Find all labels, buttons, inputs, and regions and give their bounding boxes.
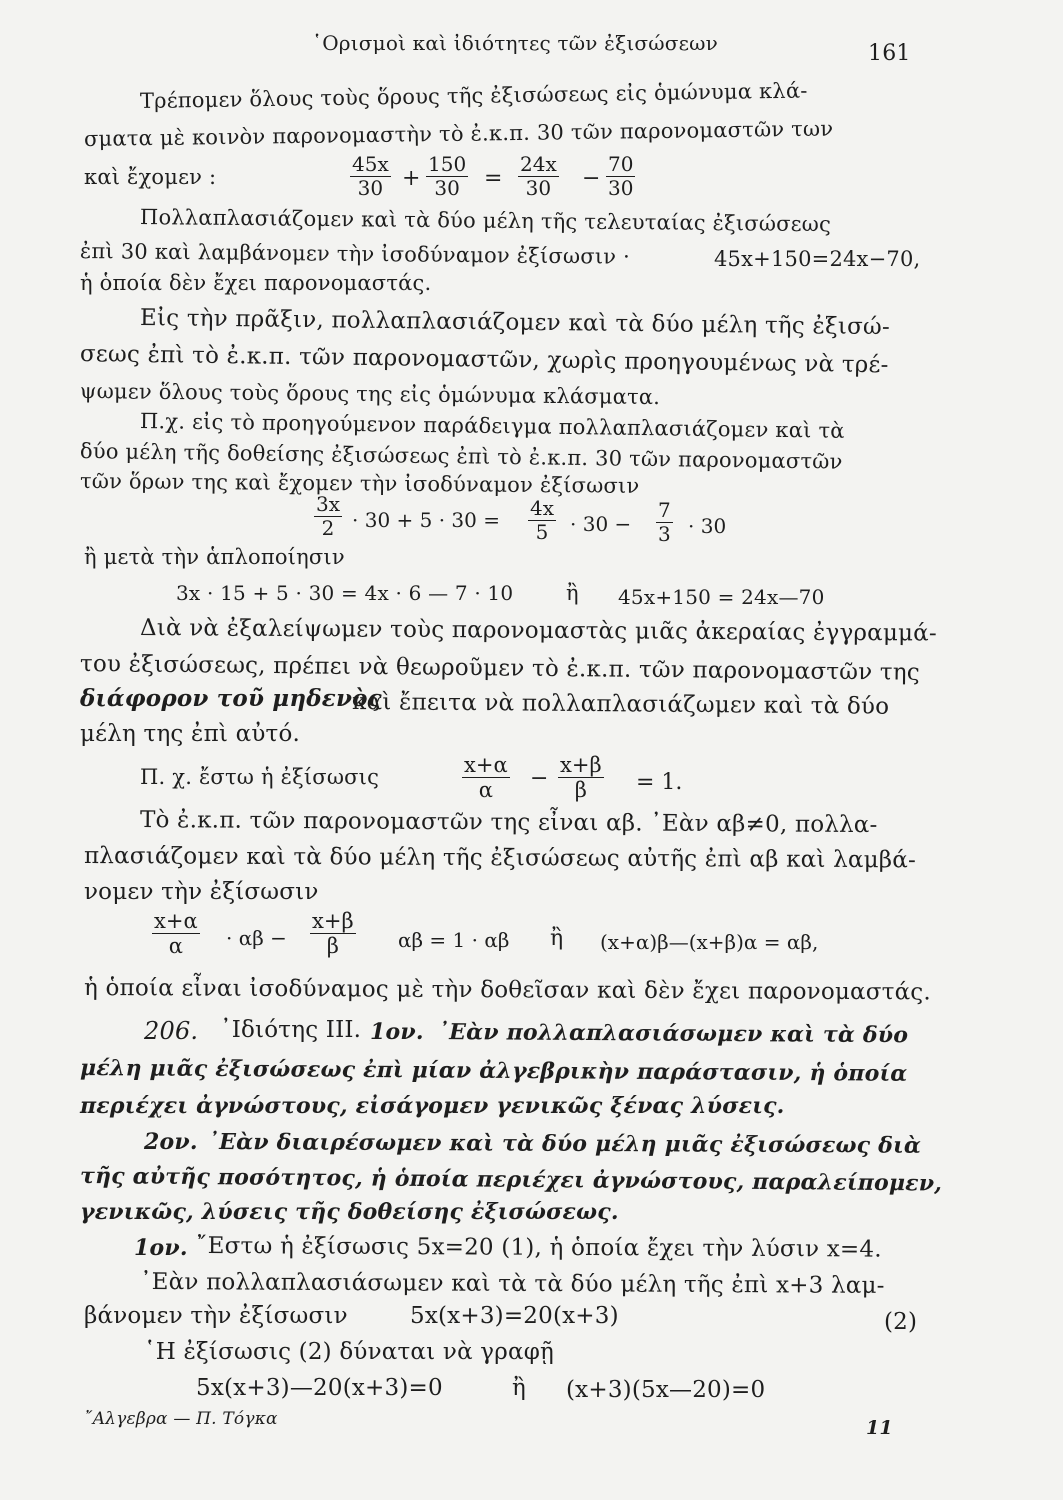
text-line: Διὰ νὰ ἐξαλείψωμεν τοὺς παρονομαστὰς μιᾶς ἀκεραίας ἐγγραμμά- xyxy=(139,615,937,647)
math-inline: ἢ xyxy=(550,926,564,951)
section-label: 1ον. xyxy=(134,1235,188,1261)
fraction: $\frac{7}{3}$ xyxy=(658,498,671,546)
fraction: $\frac{x+\beta}{\beta}$ xyxy=(560,753,602,803)
text-line: Τρέπομεν ὅλους τοὺς ὅρους τῆς ἐξισώσεως εἰς ὁμώνυμα κλά- xyxy=(139,78,808,113)
math-inline: · 30 − xyxy=(570,512,632,536)
text-line: σεως ἐπὶ τὸ ἐ.κ.π. τῶν παρονομαστῶν, χωρὶς προηγουμένως νὰ τρέ- xyxy=(79,341,889,379)
math-inline: 3x · 15 + 5 · 30 = 4x · 6 — 7 · 10 xyxy=(176,581,514,605)
signature-number: 11 xyxy=(866,1417,893,1439)
text-line: ῾Η ἐξίσωσις (2) δύναται νὰ γραφῇ xyxy=(144,1339,554,1365)
emphasis-text: ᾿Εὰν πολλαπλασιάσωμεν καὶ τὰ δύο xyxy=(437,1019,909,1049)
math-inline: (x+α)β—(x+β)α = αβ, xyxy=(600,930,819,954)
fraction: $\frac{x+\alpha}{\alpha}$ xyxy=(154,909,198,959)
text-line: Εἰς τὴν πρᾶξιν, πολλαπλασιάζομεν καὶ τὰ δύο μέλη τῆς ἐξισώ- xyxy=(139,305,891,341)
math-inline: 45x+150 = 24x—70 xyxy=(618,585,825,609)
text-line: βάνομεν τὴν ἐξίσωσιν xyxy=(84,1303,348,1329)
text-line: ἢ μετὰ τὴν ἁπλοποίησιν xyxy=(84,545,345,569)
fraction: $\frac{70}{30}$ xyxy=(608,152,634,200)
math-inline: · αβ − xyxy=(226,926,287,950)
emphasis-text: μέλη μιᾶς ἐξισώσεως ἐπὶ μίαν ἀλγεβρικὴν παράστασιν, ἡ ὁποία xyxy=(79,1055,908,1087)
fraction: $\frac{24x}{30}$ xyxy=(520,152,557,200)
fraction: $\frac{x+\beta}{\beta}$ xyxy=(312,909,354,959)
operator: − xyxy=(582,166,601,191)
text-line: ᾿Εὰν πολλαπλασιάσωμεν καὶ τὰ τὰ δύο μέλη τῆς ἐπὶ x+3 λαμ- xyxy=(139,1269,885,1299)
emphasis-text: ᾿Εὰν διαιρέσωμεν καὶ τὰ δύο μέλη μιᾶς ἐξισώσεως διὰ xyxy=(207,1129,922,1159)
math-inline: ἢ xyxy=(512,1375,526,1401)
math-inline: αβ = 1 · αβ xyxy=(398,928,510,952)
text-line: ἡ ὁποία δὲν ἔχει παρονομαστάς. xyxy=(80,271,432,295)
math-inline: 5x(x+3)—20(x+3)=0 xyxy=(196,1375,443,1401)
emphasis-text: τῆς αὐτῆς ποσότητος, ἡ ὁποία περιέχει ἀγνώστους, παραλείπομεν, xyxy=(79,1163,943,1197)
math-inline: 5x(x+3)=20(x+3) xyxy=(410,1303,619,1329)
math-inline: ἢ xyxy=(566,581,579,605)
text-line: πλασιάζομεν καὶ τὰ δύο μέλη τῆς ἐξισώσεως αὐτῆς ἐπὶ αβ καὶ λαμβά- xyxy=(83,843,917,874)
text-line: ἡ ὁποία εἶναι ἰσοδύναμος μὲ τὴν δοθεῖσαν καὶ δὲν ἔχει παρονομαστάς. xyxy=(83,975,932,1006)
operator: − xyxy=(530,766,549,791)
text-line: νομεν τὴν ἐξίσωσιν xyxy=(84,879,319,905)
text-line: δύο μέλη τῆς δοθείσης ἐξισώσεως ἐπὶ τὸ ἐ.κ.π. 30 τῶν παρονομαστῶν xyxy=(79,439,843,474)
operator: = xyxy=(484,166,503,191)
text-line: Τὸ ἐ.κ.π. τῶν παρονομαστῶν της εἶναι αβ. ᾿Εὰν αβ≠0, πολλα- xyxy=(139,807,878,839)
fraction: $\frac{150}{30}$ xyxy=(428,152,467,200)
text-line: Π.χ. εἰς τὸ προηγούμενον παράδειγμα πολλαπλασιάζομεν καὶ τὰ xyxy=(139,409,845,443)
emphasis-text: περιέχει ἀγνώστους, εἰσάγομεν γενικῶς ξένας λύσεις. xyxy=(80,1093,785,1119)
fraction: $\frac{x+\alpha}{\alpha}$ xyxy=(464,753,508,803)
fraction: $\frac{3x}{2}$ xyxy=(316,492,341,540)
text-line: καὶ ἔπειτα νὰ πολλαπλασιάζωμεν καὶ τὰ δύο xyxy=(351,689,890,720)
text-line: ῎Εστω ἡ ἐξίσωσις 5x=20 (1), ἡ ὁποία ἔχει τὴν λύσιν x=4. xyxy=(195,1233,882,1263)
math-inline: 45x+150=24x−70, xyxy=(714,247,921,271)
equation-number: (2) xyxy=(884,1309,918,1335)
text-line: του ἐξισώσεως, πρέπει νὰ θεωροῦμεν τὸ ἐ.κ.π. τῶν παρονομαστῶν της xyxy=(79,651,921,686)
section-title: ᾿Ιδιότης ΙΙΙ. xyxy=(220,1017,362,1043)
fraction: $\frac{4x}{5}$ xyxy=(530,496,555,544)
emphasis-text: διάφορον τοῦ μηδενὸς xyxy=(80,685,382,712)
math-inline: = 1. xyxy=(636,770,683,795)
text-line: τῶν ὅρων της καὶ ἔχομεν τὴν ἰσοδύναμον ἐξίσωσιν xyxy=(79,469,640,498)
math-inline: · 30 + 5 · 30 = xyxy=(352,508,500,532)
math-inline: · 30 xyxy=(688,514,727,538)
fraction: $\frac{45x}{30}$ xyxy=(352,152,389,200)
text-line: Πολλαπλασιάζομεν καὶ τὰ δύο μέλη τῆς τελευταίας ἐξισώσεως xyxy=(139,205,832,237)
running-title: ῾Ορισμοὶ καὶ ἰδιότητες τῶν ἐξισώσεων xyxy=(312,31,719,55)
operator: + xyxy=(402,166,421,191)
emphasis-text: γενικῶς, λύσεις τῆς δοθείσης ἐξισώσεως. xyxy=(80,1199,619,1225)
text-line: σματα μὲ κοινὸν παρονομαστὴν τὸ ἐ.κ.π. 30 τῶν παρονομαστῶν των xyxy=(83,116,834,151)
math-inline: (x+3)(5x—20)=0 xyxy=(566,1377,766,1403)
footer-book-title: ῎Αλγεβρα — Π. Τόγκα xyxy=(84,1409,278,1429)
text-line: ἐπὶ 30 καὶ λαμβάνομεν τὴν ἰσοδύναμον ἐξίσωσιν · xyxy=(79,239,631,269)
text-line: καὶ ἔχομεν : xyxy=(84,165,217,189)
section-label: 2ον. xyxy=(144,1129,198,1155)
text-line: μέλη της ἐπὶ αὐτό. xyxy=(80,721,301,747)
section-number: 206. xyxy=(144,1017,199,1045)
page-number: 161 xyxy=(868,41,911,66)
text-line: ψωμεν ὅλους τοὺς ὅρους της εἰς ὁμώνυμα κλάσματα. xyxy=(79,379,661,410)
text-line: Π. χ. ἔστω ἡ ἐξίσωσις xyxy=(140,765,380,789)
section-label: 1ον. xyxy=(370,1019,424,1045)
